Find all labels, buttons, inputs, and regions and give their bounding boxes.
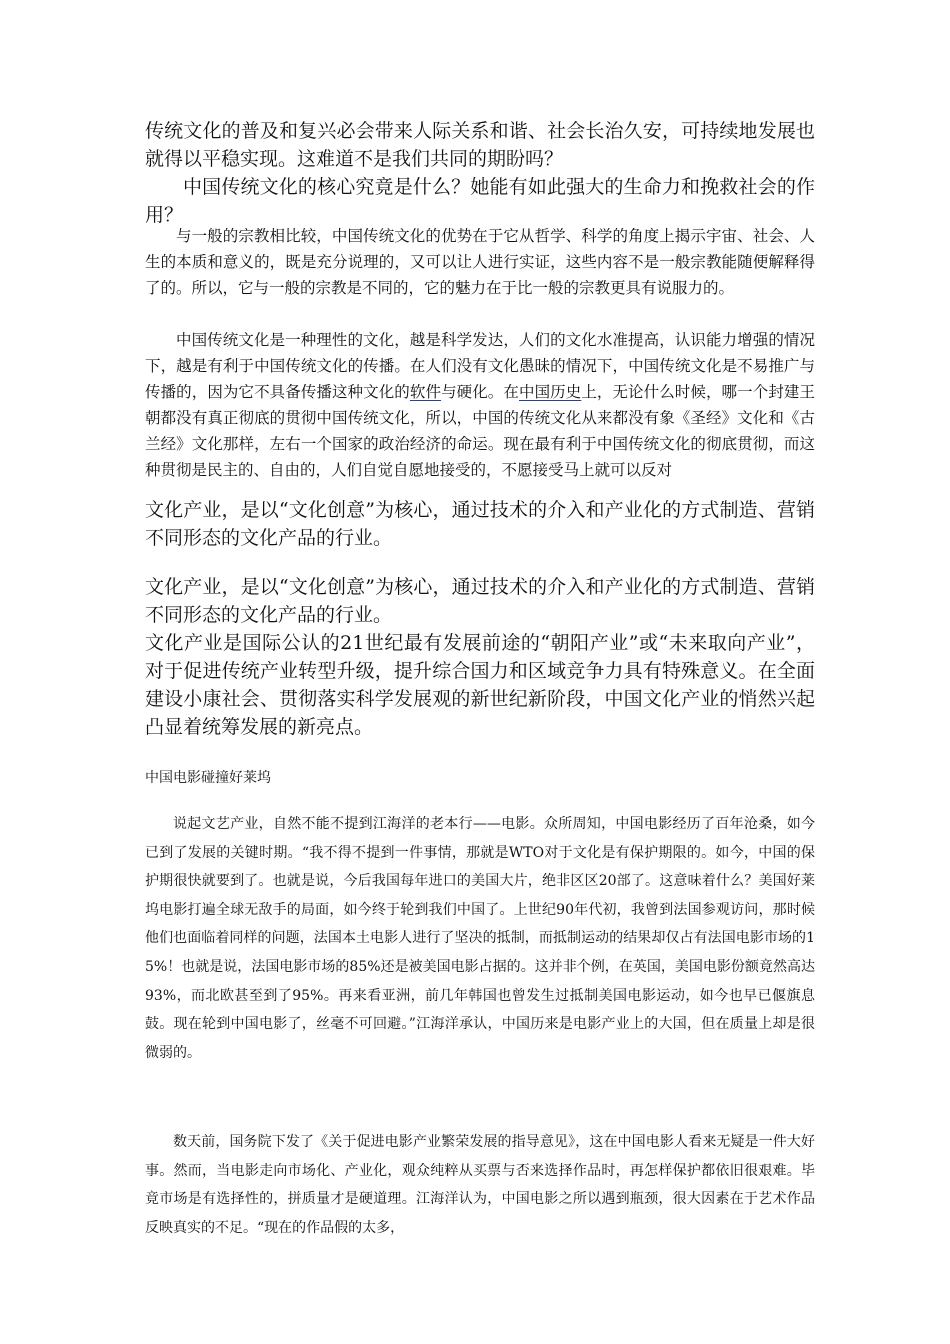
paragraph-state-council-guidance: 数天前，国务院下发了《关于促进电影产业繁荣发展的指导意见》，这在中国电影人看来无疑是一件大好事。然而，当电影走向市场化、产业化，观众纯粹从买票与否来选择作品时，再怎样保护都依旧很艰难。毕竟市场是有选择性的，拼质量才是硬道理。江海洋认为，中国电影之所以遇到瓶颈，很大因素在于艺术作品反映真实的不足。“现在的作品假的太多， — [145, 1134, 815, 1236]
paragraph-text: 中国传统文化是一种理性的文化，越是科学发达，人们的文化水准提高，认识能力增强的情况下，越是有利于中国传统文化的传播。在人们没有文化愚昧的情况下，中国传统文化是不易推广与传播的，因为它不具备传播这种文化的 — [145, 331, 815, 401]
paragraph-culture-industry-definition: 文化产业，是以“文化创意”为核心，通过技术的介入和产业化的方式制造、营销不同形态的文化产品的行业。 — [145, 499, 815, 549]
link-chinese-history[interactable]: 中国历史 — [518, 383, 582, 401]
paragraph-core-question: 中国传统文化的核心究竟是什么？她能有如此强大的生命力和挽救社会的作用？ — [145, 176, 815, 226]
paragraph-religion-comparison: 与一般的宗教相比较，中国传统文化的优势在于它从哲学、科学的角度上揭示宇宙、社会、人生的本质和意义的，既是充分说理的，又可以让人进行实证，这些内容不是一般宗教能随便解释得了的。所以，它与一般的宗教是不同的，它的魅力在于比一般的宗教更具有说服力的。 — [145, 227, 815, 297]
paragraph-text: 上，无论什么时候，哪一个封建王朝都没有真正彻底的贯彻中国传统文化，所以，中国的传统文化从来都没有象《圣经》文化和《古兰经》文化那样，左右一个国家的政治经济的命运。现在最有利于中国传统文化的彻底贯彻，而这种贯彻是民主的、自由的，人们自觉自愿地接受的，不愿接受马上就可以反对 — [145, 383, 815, 479]
paragraph-traditional-culture-revival: 传统文化的普及和复兴必会带来人际关系和谐、社会长治久安，可持续地发展也就得以平稳实现。这难道不是我们共同的期盼吗？ — [145, 120, 815, 170]
paragraph-text: 与硬化。在 — [441, 383, 519, 401]
paragraph-rational-culture — [145, 327, 815, 483]
section-heading-chinese-film: 中国电影碰撞好莱坞 — [145, 770, 271, 786]
paragraph-sunrise-industry: 文化产业是国际公认的21世纪最有发展前途的“朝阳产业”或“未来取向产业”，对于促进传统产业转型升级，提升综合国力和区域竞争力具有特殊意义。在全面建设小康社会、贯彻落实科学发展观的新世纪新阶段，中国文化产业的悄然兴起凸显着统筹发展的新亮点。 — [145, 632, 815, 738]
link-software[interactable]: 软件 — [409, 383, 442, 401]
paragraph-culture-industry-definition-repeat: 文化产业，是以“文化创意”为核心，通过技术的介入和产业化的方式制造、营销不同形态的文化产品的行业。 — [145, 576, 815, 626]
paragraph-film-industry: 说起文艺产业，自然不能不提到江海洋的老本行——电影。众所周知，中国电影经历了百年沧桑，如今已到了发展的关键时期。“我不得不提到一件事情，那就是WTO对于文化是有保护期限的。如今，中国的保护期很快就要到了。也就是说，今后我国每年进口的美国大片，绝非区区20部了。这意味着什么？美国好莱坞电影打遍全球无敌手的局面，如今终于轮到我们中国了。上世纪90年代初，我曾到法国参观访问，那时候他们也面临着同样的问题，法国本土电影人进行了坚决的抵制，而抵制运动的结果却仅占有法国电影市场的15%！也就是说，法国电影市场的85%还是被美国电影占据的。这并非个例，在英国，美国电影份额竟然高达93%，而北欧甚至到了95%。再来看亚洲，前几年韩国也曾发生过抵制美国电影运动，如今也早已偃旗息鼓。现在轮到中国电影了，丝毫不可回避。”江海洋承认，中国历来是电影产业上的大国，但在质量上却是很微弱的。 — [145, 816, 815, 1061]
